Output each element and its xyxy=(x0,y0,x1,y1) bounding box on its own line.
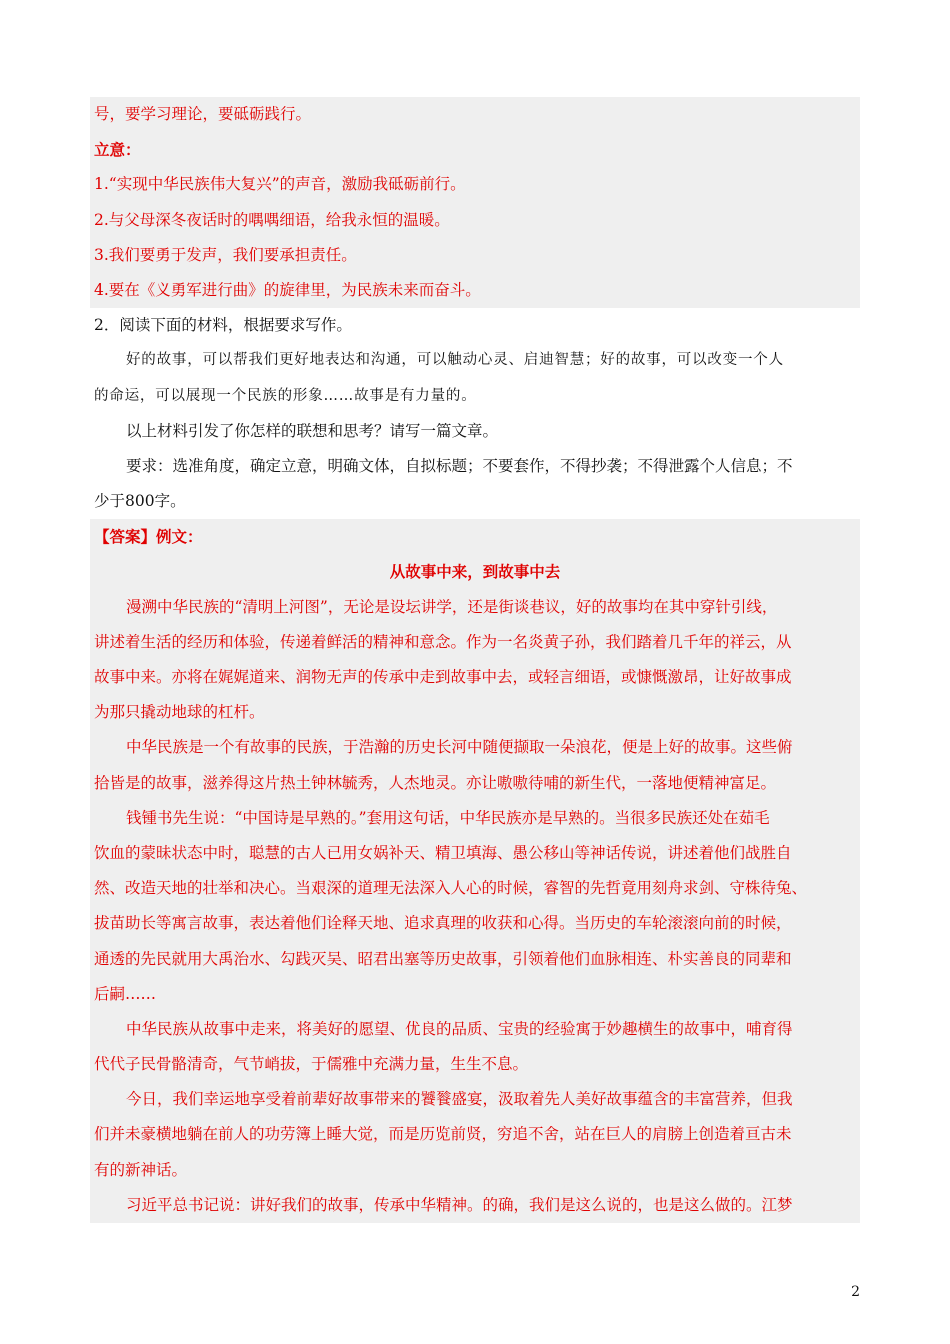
essay-paragraph xyxy=(94,730,856,800)
essay-line: 习近平总书记说：讲好我们的故事，传承中华精神。的确，我们是这么说的，也是这么做的。江梦 xyxy=(126,1195,793,1214)
answer-label: 【答案】例文： xyxy=(94,527,203,547)
essay-line: 故事中来。亦将在娓娓道来、润物无声的传承中走到故事中去，或轻言细语，或慷慨激昂，让好故事成 xyxy=(94,668,792,686)
essay-line: 饮血的蒙昧状态中时，聪慧的古人已用女娲补天、精卫填海、愚公移山等神话传说，讲述着他们战胜自 xyxy=(94,843,792,862)
essay-line: 们并未豪横地躺在前人的功劳簿上睡大觉，而是历览前贤，穷追不舍，站在巨人的肩膀上创造着亘古未 xyxy=(94,1125,792,1144)
previous-answer-block xyxy=(90,97,860,308)
essay-line: 代代子民骨骼清奇，气节峭拔，于儒雅中充满力量，生生不息。 xyxy=(94,1055,529,1074)
essay-line: 钱锺书先生说：“中国诗是早熟的。”套用这句话，中华民族亦是早熟的。当很多民族还处在茹毛 xyxy=(126,808,770,827)
question-block xyxy=(90,308,860,519)
answer-continuation: 号，要学习理论，要砥砺践行。 xyxy=(94,105,312,123)
page-number: 2 xyxy=(851,1284,860,1300)
sample-essay-block xyxy=(90,519,860,1223)
theme-point-4: 4.要在《义勇军进行曲》的旋律里，为民族未来而奋斗。 xyxy=(94,280,481,299)
essay-line: 通透的先民就用大禹治水、勾践灭吴、昭君出塞等历史故事，引领着他们血脉相连、朴实善良的同辈和 xyxy=(94,949,792,968)
essay-line: 中华民族从故事中走来，将美好的愿望、优良的品质、宝贵的经验寓于妙趣横生的故事中，哺育得 xyxy=(126,1019,793,1038)
theme-heading: 立意： xyxy=(94,140,141,160)
essay-line: 拔苗助长等寓言故事，表达着他们诠释天地、追求真理的收获和心得。当历史的车轮滚滚向前的时候， xyxy=(94,914,792,933)
material-line-2: 的命运，可以展现一个民族的形象……故事是有力量的。 xyxy=(94,387,477,404)
essay-line: 然、改造天地的壮举和决心。当艰深的道理无法深入人心的时候，睿智的先哲竟用刻舟求剑、守株待兔、 xyxy=(94,879,808,898)
essay-title: 从故事中来，到故事中去 xyxy=(389,562,561,582)
essay-paragraph xyxy=(94,1188,856,1223)
theme-point-3: 3.我们要勇于发声，我们要承担责任。 xyxy=(94,245,357,264)
essay-line: 拾皆是的故事，滋养得这片热土钟林毓秀，人杰地灵。亦让嗷嗷待哺的新生代，一落地便精神富足。 xyxy=(94,773,777,792)
essay-paragraph xyxy=(94,801,856,1012)
essay-line: 为那只撬动地球的杠杆。 xyxy=(94,703,265,722)
essay-paragraph xyxy=(94,1012,856,1082)
question-instruction: 以上材料引发了你怎样的联想和思考？请写一篇文章。 xyxy=(126,421,499,440)
essay-line: 漫溯中华民族的“清明上河图”，无论是设坛讲学，还是街谈巷议，好的故事均在其中穿针引线， xyxy=(126,597,778,616)
theme-point-1: 1.“实现中华民族伟大复兴”的声音，激励我砥砺前行。 xyxy=(94,175,466,194)
requirement-line-1: 要求：选准角度，确定立意，明确文体，自拟标题；不要套作，不得抄袭；不得泄露个人信息；不 xyxy=(126,456,793,475)
document-body xyxy=(90,97,860,1223)
essay-paragraph xyxy=(94,1082,856,1188)
requirement-line-2: 少于800字。 xyxy=(94,492,186,511)
essay-line: 有的新神话。 xyxy=(94,1160,188,1179)
essay-line: 后嗣…… xyxy=(94,984,157,1003)
theme-point-2: 2.与父母深冬夜话时的喁喁细语，给我永恒的温暖。 xyxy=(94,210,450,229)
essay-paragraph xyxy=(94,590,856,731)
essay-line: 今日，我们幸运地享受着前辈好故事带来的饕餮盛宴，汲取着先人美好故事蕴含的丰富营养，但我 xyxy=(126,1090,793,1109)
essay-line: 讲述着生活的经历和体验，传递着鲜活的精神和意念。作为一名炎黄子孙，我们踏着几千年的祥云，从 xyxy=(94,632,792,651)
question-prompt: 2．阅读下面的材料，根据要求写作。 xyxy=(94,316,352,335)
essay-line: 中华民族是一个有故事的民族，于浩瀚的历史长河中随便撷取一朵浪花，便是上好的故事。这些俯 xyxy=(126,738,793,757)
material-line-1: 好的故事，可以帮我们更好地表达和沟通，可以触动心灵、启迪智慧；好的故事，可以改变一个人 xyxy=(126,352,784,369)
